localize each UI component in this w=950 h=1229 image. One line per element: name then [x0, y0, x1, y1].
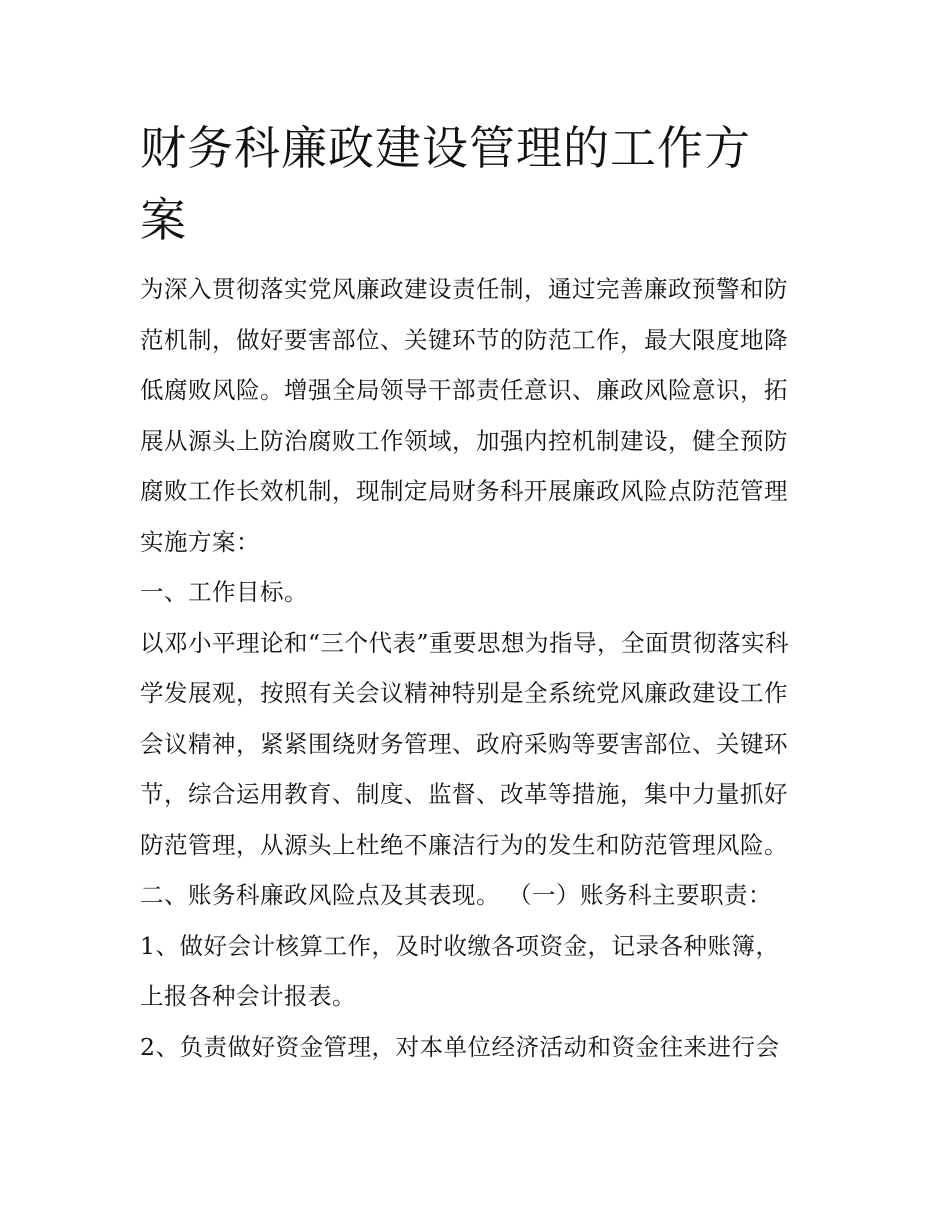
- text-line: 防范管理，从源头上杜绝不廉洁行为的发生和防范管理风险。: [140, 830, 788, 859]
- document-title: [140, 112, 820, 256]
- text-line: 展从源头上防治腐败工作领域，加强内控机制建设，健全预防: [140, 426, 788, 455]
- section1-paragraph: [140, 618, 820, 871]
- text-line: 以邓小平理论和“三个代表”重要思想为指导，全面贯彻落实科: [140, 628, 790, 657]
- text-line: 为深入贯彻落实党风廉政建设责任制，通过完善廉政预警和防: [140, 275, 788, 303]
- text-line: 腐败工作长效机制，现制定局财务科开展廉政风险点防范管理: [140, 477, 788, 505]
- text-line: 范机制，做好要害部位、关键环节的防范工作，最大限度地降: [140, 325, 788, 354]
- item2-paragraph: [140, 1022, 820, 1073]
- title-line: 案: [140, 193, 187, 247]
- text-line: 会议精神，紧紧围绕财务管理、政府采购等要害部位、关键环: [140, 729, 788, 758]
- text-line: 上报各种会计报表。: [140, 982, 356, 1010]
- section2-heading: 二、账务科廉政风险点及其表现。 （一）账务科主要职责：: [140, 881, 772, 909]
- text-line: 学发展观，按照有关会议精神特别是全系统党风廉政建设工作: [140, 679, 788, 707]
- text-line: 1、做好会计核算工作，及时收缴各项资金，记录各种账簿，: [140, 931, 780, 960]
- intro-paragraph: [140, 264, 820, 567]
- text-line: 节，综合运用教育、制度、监督、改革等措施，集中力量抓好: [140, 780, 788, 808]
- document-page: [140, 112, 820, 1072]
- text-line: 2、负责做好资金管理，对本单位经济活动和资金往来进行会: [140, 1032, 780, 1061]
- text-line: 低腐败风险。增强全局领导干部责任意识、廉政风险意识，拓: [140, 376, 788, 404]
- section1-heading: 一、工作目标。: [140, 578, 308, 606]
- title-line: 财务科廉政建设管理的工作方: [140, 121, 751, 175]
- item1-paragraph: [140, 921, 820, 1022]
- text-line: 实施方案：: [140, 527, 260, 556]
